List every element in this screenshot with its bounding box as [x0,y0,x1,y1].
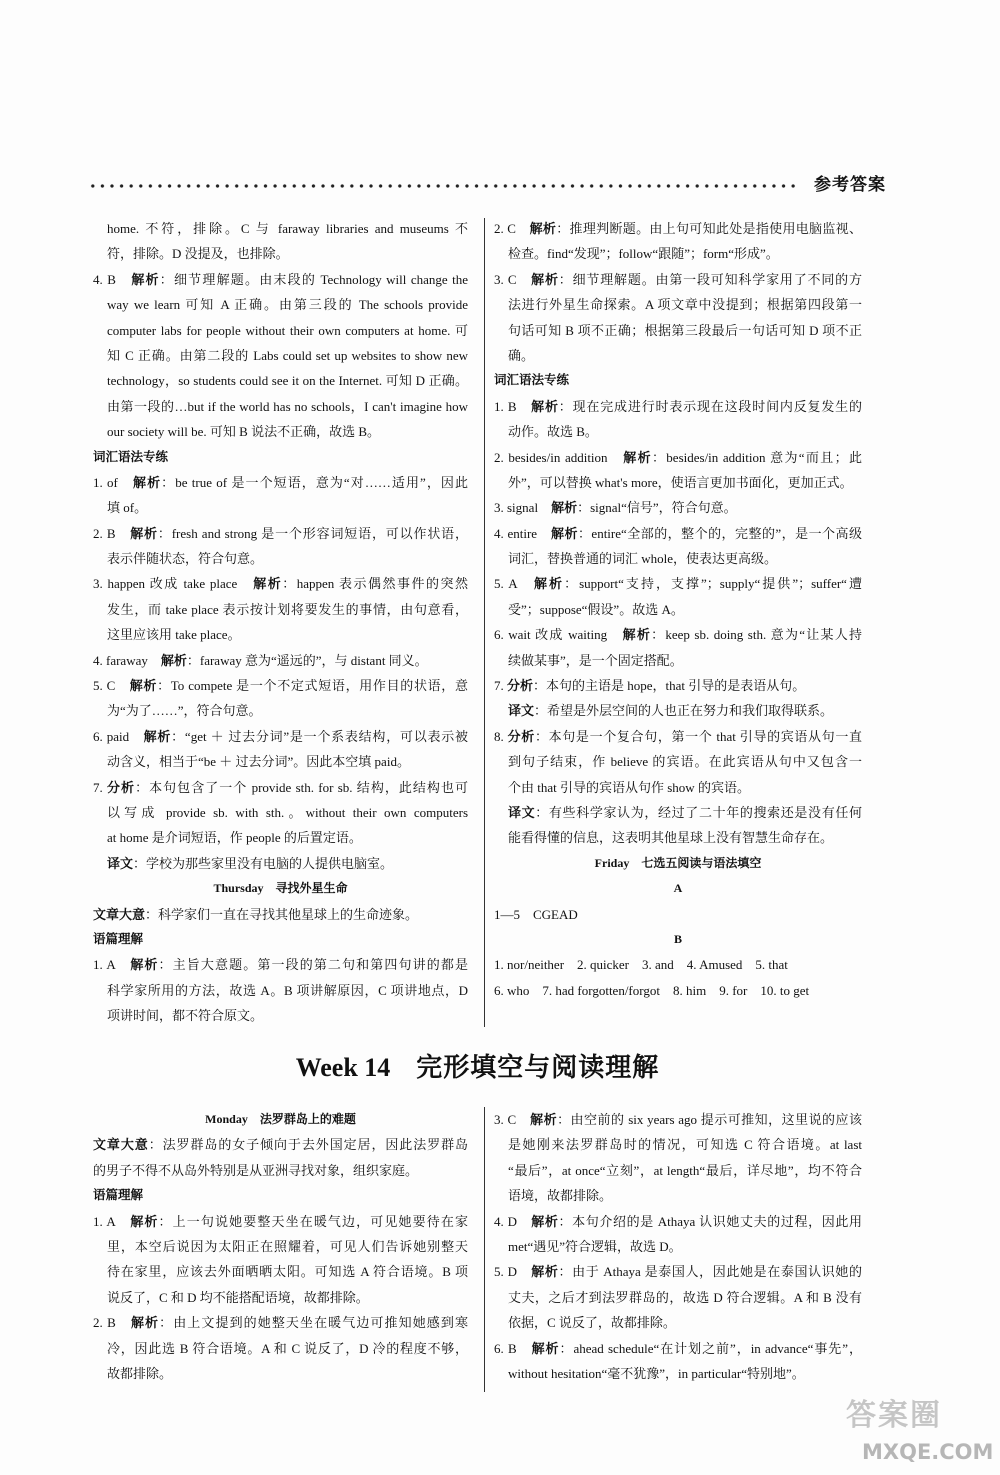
text-line [508,1234,862,1259]
bold-label: 解析 [531,398,559,414]
text-line [494,216,862,241]
watermark-logo: 答案圈 [846,1399,942,1432]
text-line [107,343,468,368]
text-segment: 3. C [494,271,532,287]
text-line [107,546,468,571]
item-block [494,571,862,622]
text-segment: 填 of。 [107,500,148,516]
bold-label: 解析 [622,627,652,643]
item-block [494,1107,862,1209]
text-segment: ：由于 Athaya 是泰国人，因此她是在泰国认识她的 [558,1264,862,1280]
item-block [93,1209,468,1311]
item-block [93,952,468,1028]
text-segment: 待在家里，应该去外面晒晒太阳。可知选 A 符合语境。B 项 [107,1264,468,1280]
text-line [107,749,468,774]
text-segment: ：学校为那些家里没有电脑的人提供电脑室。 [133,855,394,871]
bold-label: 解析 [551,525,578,541]
text-segment: ：signal“信号”，符合句意。 [577,500,737,516]
text-segment: 检查。find“发现”；follow“跟随”；form“形成”。 [508,246,779,262]
text-segment: 项讲时间，都不符合原文。 [107,1008,264,1024]
text-line [93,267,468,292]
item-block [494,216,862,267]
text-segment: 语境，故都排除。 [508,1188,613,1204]
text-segment: ：希望是外层空间的人也正在努力和我们取得联系。 [534,703,834,719]
text-segment: 是她刚来法罗群岛时的情况，可知选 C 符合语境。at last [508,1137,862,1153]
bold-label: 解析 [160,652,187,668]
text-line [107,622,468,647]
text-line [508,470,862,495]
bold-label: 解析 [130,525,158,541]
text-segment: at home 是介词短语，作 people 的后置定语。 [107,830,362,846]
text-segment: ：faraway 意为“遥远的”，与 distant 同义。 [186,652,428,668]
text-line [93,1310,468,1335]
text-line [508,1361,862,1386]
text-line [107,216,468,241]
text-segment: 4. B [93,271,132,287]
text-segment: 3. signal [494,500,552,516]
text-segment: 续做某事”，是一个固定搭配。 [508,652,683,668]
bold-label: 解析 [130,1315,160,1331]
text-segment: ：主旨大意题。第一段的第二句和第四句讲的都是 [158,957,468,973]
text-line [508,318,862,343]
item-block [494,978,862,1003]
translation-block [93,851,468,876]
text-line [93,724,468,749]
item-block [494,952,862,977]
text-segment: 故都排除。 [107,1365,173,1381]
text-segment: 为“为了……”，符合句意。 [107,703,262,719]
bold-label: 解析 [551,500,578,516]
text-line [494,571,862,596]
item-block [93,1310,468,1386]
summary-block [93,1132,468,1183]
text-segment: 8. [494,728,508,744]
text-line [494,1336,862,1361]
item-block [93,267,468,445]
text-segment: ：fresh and strong 是一个形容词短语，可以作状语， [157,525,469,541]
text-line [508,343,862,368]
text-segment: 5. D [494,1264,532,1280]
bold-label: 文章大意 [93,1137,149,1153]
text-line [494,952,862,977]
text-line [107,495,468,520]
item-block [494,1336,862,1387]
text-segment: ：上一句说她要整天坐在暖气边，可见她要待在家 [158,1213,468,1229]
text-line [494,1209,862,1234]
text-line [508,800,862,825]
text-segment: 丈夫，之后才到法罗群岛的，故选 D 符合逻辑。A 和 B 没有 [508,1289,862,1305]
week-topic: 完形填空与阅读理解 [416,1053,660,1082]
text-segment: 1. B [494,398,532,414]
text-segment: 冷，因此选 B 符合语境。A 和 C 说反了，D 冷的程度不够， [107,1340,468,1356]
text-segment: 2. C [494,221,530,236]
text-segment: 2. besides/in addition [494,449,624,465]
bold-label: 分析 [107,779,136,795]
text-segment: way we learn 可知 A 正确。由第三段的 The schools provide [107,297,468,313]
text-line [93,673,468,698]
text-segment: 7. [494,678,507,694]
column-divider-bottom [484,1107,485,1392]
bold-label: 解析 [531,1213,559,1229]
text-segment: ：本句的主语是 hope，that 引导的是表语从句。 [533,678,806,694]
page-header-title: 参考答案 [814,175,886,194]
text-line [508,241,862,266]
text-line [508,1310,862,1335]
item-block [93,775,468,851]
item-block [93,673,468,724]
item-block [494,902,862,927]
text-segment: 法进行外星生命探索。A 项文章中没提到；根据第四段第一 [508,297,862,313]
text-segment: 1. nor/neither 2. quicker 3. and 4. Amused 5. that [494,957,788,973]
translation-block [494,698,862,723]
text-line [508,1285,862,1310]
text-line [494,394,862,419]
bold-label: 解析 [531,1340,560,1356]
bold-label: 解析 [131,271,160,287]
text-segment: 4. entire [494,525,551,541]
text-line [494,673,862,698]
text-line [508,749,862,774]
bottom-left-column [93,1107,468,1386]
text-segment: met“遇见”符合逻辑，故选 D。 [508,1238,682,1254]
item-block [494,673,862,698]
text-segment: 4. D [494,1213,532,1229]
header-dotted-rule [88,182,796,190]
text-segment: ：support“支持，支撑”；supply“提供”；suffer“遭 [564,576,862,592]
bold-label: 文章大意 [93,906,146,922]
text-segment: without hesitation“毫不犹豫”，in particular“特别地”。 [508,1365,805,1381]
text-segment: ：entire“全部的，整个的，完整的”，是一个高级 [577,525,862,541]
text-segment: 6. who 7. had forgotten/forgot 8. him 9. for 10. to get [494,982,810,998]
text-line [494,445,862,470]
text-segment: 动作。故选 B。 [508,424,598,440]
column-divider-top [484,218,485,1027]
bold-label: 解析 [531,1264,559,1280]
text-segment: ：细节理解题。由第一段可知科学家用了不同的方 [558,271,862,287]
bold-label: 解析 [531,271,559,287]
text-line [107,1234,468,1259]
text-line [508,1132,862,1157]
text-segment: ：besides/in addition 意为“而且；此 [651,449,862,465]
text-segment: 确。 [508,347,535,363]
text-segment: 表示伴随状态，符合句意。 [107,551,264,567]
item-block [93,724,468,775]
text-segment: 4. faraway [93,652,161,668]
text-line [494,622,862,647]
top-left-column [93,216,468,1029]
section-title: Thursday 寻找外星生命 [213,881,348,896]
text-segment: 7. [93,779,108,795]
text-segment: 依据，C 说反了，故都排除。 [508,1315,676,1331]
text-segment: ：科学家们一直在寻找其他星球上的生命迹象。 [145,906,419,922]
text-line [107,1361,468,1386]
text-line [107,851,468,876]
text-line [494,521,862,546]
section-heading: 语篇理解 [93,931,144,946]
text-line [107,978,468,1003]
text-segment: 能看得懂的信息，这表明其他星球上没有智慧生命存在。 [508,830,834,846]
text-line [107,698,468,723]
text-line [107,292,468,317]
text-line [508,1158,862,1183]
text-segment: 里，本空后说因为太阳正在照耀着，可见人们告诉她别整天 [107,1238,468,1254]
text-segment: ：细节理解题。由末段的 Technology will change the [159,271,468,287]
text-segment: ：法罗群岛的女子倾向于去外国定居，因此法罗群岛 [148,1137,468,1153]
item-block [494,445,862,496]
week-title [93,1050,862,1086]
text-segment: 个由 that 引导的宾语从句作 show 的宾语。 [508,779,750,795]
text-segment: 1. of [93,474,134,490]
text-segment: ：本句介绍的是 Athaya 认识她丈夫的过程，因此用 [558,1213,862,1229]
text-line [107,1003,468,1028]
item-block [93,648,468,673]
text-segment: 到句子结束，作 believe 的宾语。在此宾语从句中又包含一 [508,754,862,770]
text-line [93,775,468,800]
text-line [494,978,862,1003]
section-heading: 词汇语法专练 [494,373,570,388]
bold-label: 解析 [133,474,162,490]
text-segment: 3. happen 改成 take place [93,576,254,592]
item-block [494,724,862,800]
text-segment: 的男子不得不从岛外特别是从亚洲寻找对象，组织家庭。 [93,1162,419,1178]
summary-block [93,902,468,927]
text-segment: 符，排除。D 没提及，也排除。 [107,246,289,262]
text-line [107,419,468,444]
text-segment: ：现在完成进行时表示现在这段时间内反复发生的 [558,398,862,414]
bold-label: 解析 [143,728,172,744]
text-segment: 受”；suppose“假设”。故选 A。 [508,601,684,617]
item-block [494,495,862,520]
text-segment: ：To compete 是一个不定式短语，用作目的状语，意 [157,678,468,694]
text-line [107,1336,468,1361]
text-segment: 6. wait 改成 waiting [494,627,623,643]
item-block [494,267,862,369]
bold-label: 译文 [508,703,535,719]
item-block [494,1209,862,1260]
bold-label: 解析 [530,1112,558,1127]
text-line [508,648,862,673]
bold-label: 解析 [529,221,557,236]
item-block [494,521,862,572]
text-segment: 2. B [93,525,131,541]
translation-block [494,800,862,851]
section-heading: 词汇语法专练 [93,449,169,464]
text-line [107,597,468,622]
text-segment: ：“get ＋ 过去分词”是一个系表结构，可以表示被 [171,728,468,744]
text-segment: 发生，而 take place 表示按计划将要发生的事情，由句意看， [107,601,468,617]
text-segment: technology，so students could see it on the Internet. 可知 D 正确。 [107,373,468,389]
text-line [107,825,468,850]
section-heading: 语篇理解 [93,1188,144,1203]
text-line [494,902,862,927]
text-line [107,368,468,393]
text-line [508,546,862,571]
bold-label: 译文 [107,855,134,871]
text-segment: 以写成 provide sb. with sth.。without their own computers [107,804,468,820]
text-segment: 3. C [494,1112,531,1127]
section-title: Monday 法罗群岛上的难题 [205,1112,356,1126]
text-line [107,1259,468,1284]
item-block [494,622,862,673]
text-segment: ：由上文提到的她整天坐在暖气边可推知她感到寒 [159,1315,468,1331]
bold-label: 解析 [623,449,652,465]
item-block [93,571,468,647]
text-line [494,724,862,749]
text-segment: 6. paid [93,728,144,744]
text-line [107,241,468,266]
text-segment: ：ahead schedule“在计划之前”，in advance“事先”， [559,1340,862,1356]
text-line [93,521,468,546]
text-segment: 科学家所用的方法，故选 A。B 项讲解原因，C 项讲地点，D [107,982,468,998]
text-line [93,470,468,495]
text-segment: ：本句是一个复合句，第一个 that 引导的宾语从句一直 [534,728,862,744]
text-segment: computer labs for people without their own computers at home. 可 [107,322,468,338]
bold-label: 解析 [253,576,283,592]
bold-label: 分析 [507,678,534,694]
cont-block [93,216,468,267]
text-line [508,825,862,850]
text-segment: 由第一段的…but if the world has no schools，I can't imagine how [107,398,468,414]
text-segment: ：be true of 是一个短语，意为“对……适用”，因此 [161,474,468,490]
text-segment: “最后”，at once“立刻”，at length“最后，详尽地”，均不符合 [508,1162,862,1178]
text-segment: 这里应该用 take place。 [107,627,241,643]
text-segment: ：由空前的 six years ago 提示可推知，这里说的应该 [557,1112,862,1127]
text-segment: 5. C [93,678,130,694]
text-segment: 说反了，C 和 D 均不能搭配语境，故都排除。 [107,1289,369,1305]
text-line [107,318,468,343]
text-line [508,775,862,800]
text-line [494,1259,862,1284]
text-segment: 6. B [494,1340,532,1356]
text-line [508,597,862,622]
text-line [107,800,468,825]
text-segment: ：keep sb. doing sth. 意为“让某人持 [651,627,862,643]
bold-label: 解析 [130,957,159,973]
text-segment: 外”，可以替换 what's more，使语言更加书面化，更加正式。 [508,474,853,490]
text-segment: 1. A [93,957,131,973]
bold-label: 译文 [508,804,536,820]
bold-label: 解析 [534,576,565,592]
text-segment: ：本句包含了一个 provide sth. for sb. 结构，此结构也可 [135,779,468,795]
item-block [494,394,862,445]
text-line [93,1132,468,1157]
text-segment: home. 不符，排除。C 与 faraway libraries and museums 不 [107,221,468,236]
text-segment: 5. A [494,576,535,592]
text-segment: ：happen 表示偶然事件的突然 [282,576,468,592]
text-segment: 动含义，相当于“be ＋ 过去分词”。因此本空填 paid。 [107,754,410,770]
text-segment: 1—5 CGEAD [494,906,578,922]
section-title: Friday 七选五阅读与语法填空 [594,855,762,870]
text-segment: 词汇，替换普通的词汇 whole，使表达更高级。 [508,551,778,567]
bold-label: 解析 [129,678,158,694]
item-block [93,470,468,521]
text-line [494,1107,862,1132]
bold-label: 分析 [507,728,535,744]
text-segment: ：有些科学家认为，经过了二十年的搜索还是没有任何 [535,804,862,820]
text-line [93,648,468,673]
top-right-column [494,216,862,1003]
text-segment: 句话可知 B 项不正确；根据第三段最后一句话可知 D 项不正 [508,322,862,338]
bold-label: 解析 [130,1213,159,1229]
text-segment: our society will be. 可知 B 说法不正确，故选 B。 [107,424,380,440]
text-line [494,495,862,520]
text-line [494,267,862,292]
item-block [494,1259,862,1335]
text-segment: ：推理判断题。由上句可知此处是指使用电脑监视、 [556,221,862,236]
section-title: A [673,881,683,896]
text-line [93,952,468,977]
text-line [93,1158,468,1183]
text-line [508,1183,862,1208]
bottom-right-column [494,1107,862,1386]
text-line [508,698,862,723]
text-line [107,1285,468,1310]
text-line [107,394,468,419]
watermark-site: MXQE.COM [862,1440,994,1464]
text-line [508,292,862,317]
text-segment: 2. B [93,1315,131,1331]
item-block [93,521,468,572]
text-segment: 1. A [93,1213,131,1229]
week-number: Week 14 [295,1053,391,1082]
text-line [93,1209,468,1234]
section-title: B [673,931,682,946]
text-line [93,571,468,596]
text-line [93,902,468,927]
text-line [508,419,862,444]
text-segment: 知 C 正确。由第二段的 Labs could set up websites to show new [107,347,468,363]
